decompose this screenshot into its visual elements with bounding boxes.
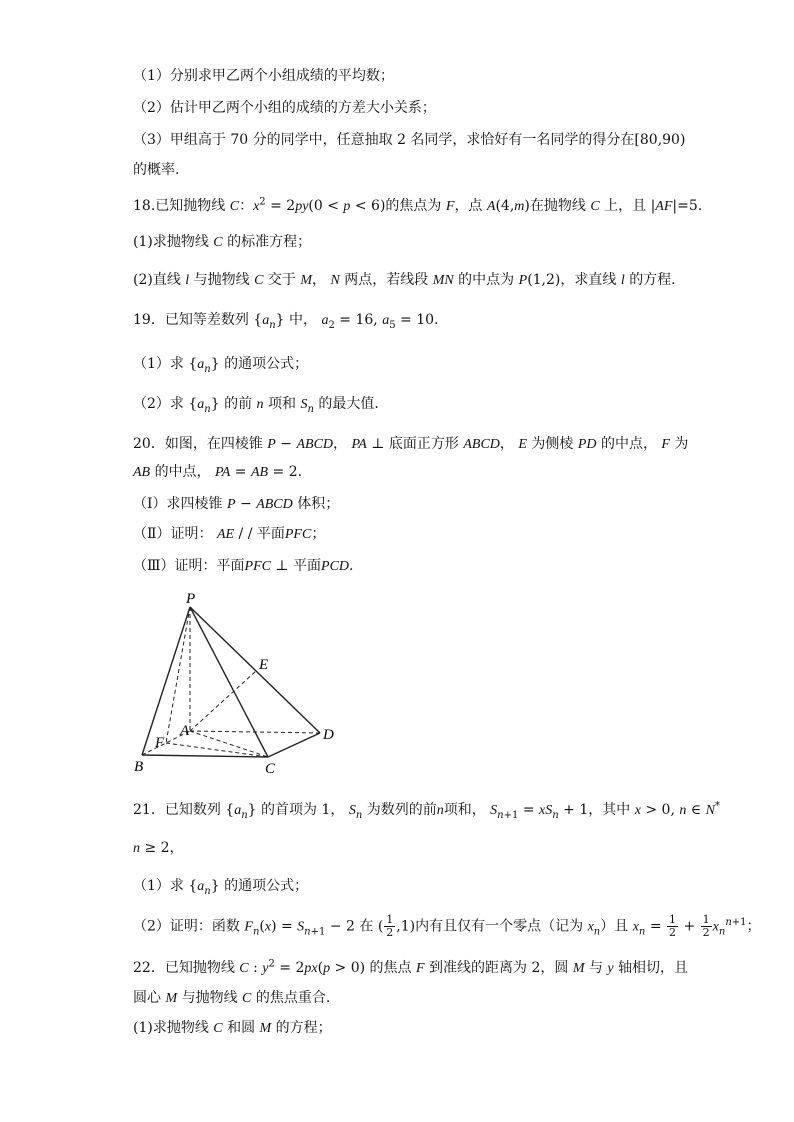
pyramid-figure (130, 585, 340, 780)
q18-part2: (2)直线 l 与抛物线 C 交于 M， N 两点，若线段 MN 的中点为 P(1,2)，求直线 l 的方程. (133, 272, 676, 288)
q20-part3: （Ⅲ）证明：平面PFC ⊥ 平面PCD. (133, 558, 354, 574)
segment-AE-dashed (190, 671, 256, 731)
q17-part3: （3）甲组高于 70 分的同学中，任意抽取 2 名同学，求恰好有一名同学的得分在[80,90) (133, 132, 686, 148)
q17-part3-cont: 的概率. (133, 162, 180, 178)
q21-part1: （1）求 $\{a_n\}$ 的通项公式； (133, 878, 309, 897)
label-P: P (186, 591, 196, 607)
edge-CD (268, 733, 320, 757)
q21-part2: （2）证明：函数 $F_n(x) = S_{n+1} - 2$ 在 ( $\frac{1}{2}$ ,1)内有且仅有一个零点（记为 $x_n$）且 $x_n$ = $\frac{1}{2}$ + $\frac{1}{2}$ $x_n^{n+1}$； (133, 913, 761, 939)
q19-part1: （1）求 $\{a_n\}$ 的通项公式； (133, 356, 309, 375)
label-F: F (155, 735, 165, 751)
label-D: D (323, 727, 334, 743)
q22-stem: 22．已知抛物线 C : $y^2 = 2px(p > 0)$ 的焦点 F 到准线的距离为 2，圆 M 与 y 轴相切，且 (133, 958, 689, 976)
edge-PC (190, 607, 268, 757)
segment-FC-dashed (166, 743, 268, 757)
q18-stem: 18.已知抛物线 C：$x^2 = 2py(0 < p < 6)$的焦点为 F，点 A(4,m)在抛物线 C 上，且 |AF|=5. (133, 196, 703, 214)
q20-part2: （Ⅱ）证明： AE / / 平面PFC； (133, 526, 326, 542)
q18-part1: (1)求抛物线 C 的标准方程； (133, 234, 312, 250)
q17-part2: （2）估计甲乙两个小组的成绩的方差大小关系； (133, 100, 436, 116)
q20-stem: 20．如图，在四棱锥 P − ABCD， PA ⊥ 底面正方形 ABCD， E 为侧棱 PD 的中点， F 为 (133, 436, 689, 452)
q17-part1: （1）分别求甲乙两个小组成绩的平均数； (133, 68, 394, 84)
q19-stem: 19．已知等差数列 $\{a_n\}$ 中， $a_2 = 16$, $a_5 = 10$. (133, 312, 439, 331)
edge-PD (190, 607, 320, 733)
q20-part1: （Ⅰ）求四棱锥 P − ABCD 体积； (133, 496, 340, 512)
q22-part1: (1)求抛物线 C 和圆 M 的方程； (133, 1020, 332, 1036)
q19-part2: （2）求 $\{a_n\}$ 的前 n 项和 $S_n$ 的最大值. (133, 396, 379, 415)
edge-BC (142, 755, 268, 757)
label-B: B (134, 759, 144, 775)
q21-stem-cont: n ≥ 2， (133, 840, 184, 856)
label-A: A (180, 723, 190, 739)
pyramid-diagram (130, 585, 340, 780)
q21-stem: 21．已知数列 $\{a_n\}$ 的首项为 1， $S_n$ 为数列的前n项和， $S_{n+1} = xS_n + 1$，其中 x > 0, n ∈ N* (133, 800, 720, 821)
q22-stem-cont: 圆心 M 与抛物线 C 的焦点重合. (133, 990, 331, 1006)
label-C: C (265, 761, 276, 777)
label-E: E (259, 657, 269, 673)
q20-stem-cont: AB 的中点， PA = AB = 2. (133, 464, 303, 480)
